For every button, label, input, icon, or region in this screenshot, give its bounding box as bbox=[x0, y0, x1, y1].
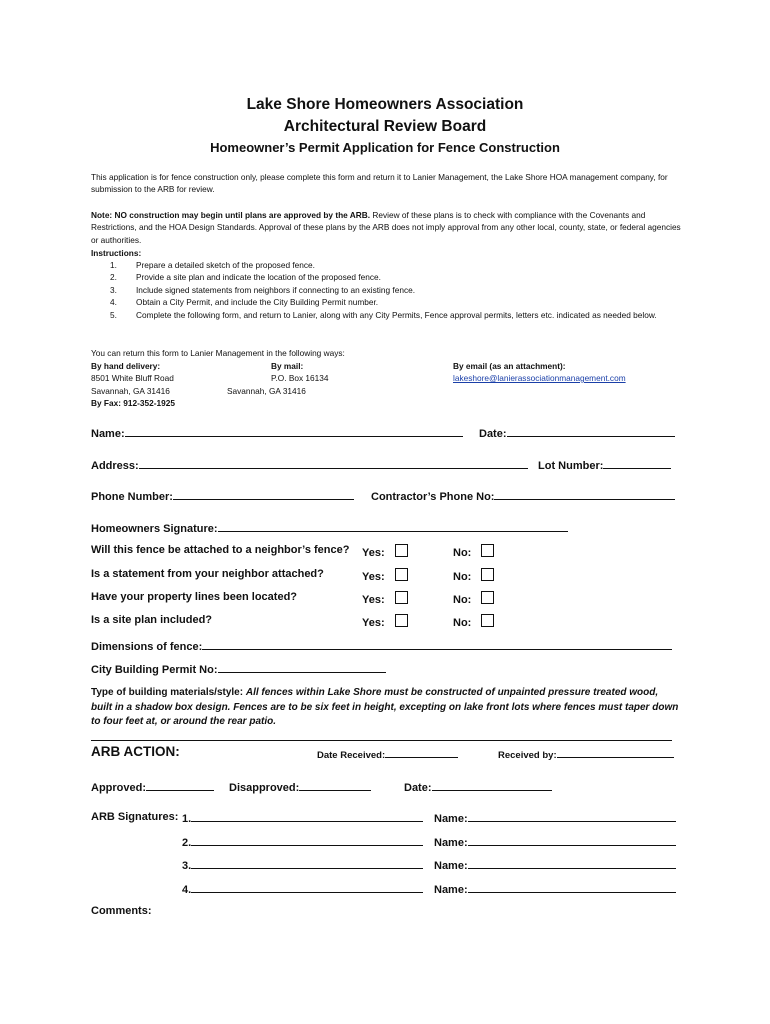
address-line[interactable] bbox=[139, 458, 528, 469]
yes-checkbox[interactable] bbox=[395, 568, 408, 581]
no-option[interactable]: No: bbox=[453, 568, 494, 583]
approved-field[interactable]: Approved: bbox=[91, 780, 214, 794]
arb-date-field[interactable]: Date: bbox=[404, 780, 552, 794]
instruction-item: 1. Prepare a detailed sketch of the proposed fence. bbox=[110, 260, 315, 270]
no-option[interactable]: No: bbox=[453, 544, 494, 559]
lot-number-field[interactable]: Lot Number: bbox=[538, 458, 671, 472]
yes-checkbox[interactable] bbox=[395, 544, 408, 557]
arb-name-field[interactable]: Name: bbox=[434, 811, 676, 825]
arb-name-field[interactable]: Name: bbox=[434, 835, 676, 849]
contractor-phone-line[interactable] bbox=[494, 489, 675, 500]
yes-option[interactable]: Yes: bbox=[362, 544, 408, 559]
yes-checkbox[interactable] bbox=[395, 614, 408, 627]
signature-line[interactable] bbox=[218, 521, 568, 532]
name-field[interactable]: Name: bbox=[91, 426, 463, 440]
arb-signature-line[interactable] bbox=[191, 882, 423, 893]
email-link[interactable]: lakeshore@lanierassociationmanagement.com bbox=[453, 373, 626, 383]
arb-name-field[interactable]: Name: bbox=[434, 882, 676, 896]
arb-name-line[interactable] bbox=[468, 882, 676, 893]
instruction-item: 5. Complete the following form, and return to Lanier, along with any City Permits, Fence approval permits, letters etc. indicated as needed below. bbox=[110, 310, 657, 320]
no-checkbox[interactable] bbox=[481, 568, 494, 581]
instruction-item: 3. Include signed statements from neighbors if connecting to an existing fence. bbox=[110, 285, 416, 295]
instructions-heading: Instructions: bbox=[91, 248, 142, 258]
city-permit-field[interactable]: City Building Permit No: bbox=[91, 662, 386, 676]
mail-label: By mail: bbox=[271, 361, 304, 371]
arb-signatures-label: ARB Signatures: bbox=[91, 811, 179, 823]
note-bold: Note: NO construction may begin until plans are approved by the ARB. bbox=[91, 210, 371, 220]
arb-name-line[interactable] bbox=[468, 858, 676, 869]
date-received-line[interactable] bbox=[385, 747, 458, 758]
arb-signature-field[interactable]: 2. bbox=[182, 835, 423, 849]
intro-text: This application is for fence construction only, please complete this form and return it to Lanier Management, the Lake Shore HOA management company, for submission to the ARB for review. bbox=[91, 172, 668, 195]
divider bbox=[91, 740, 672, 741]
hand-address-line2: Savannah, GA 31416 bbox=[91, 386, 170, 396]
note-body: Review of these plans is to check with compliance with the Covenants and Restrictions, and the HOA Design Standards. Approval of these plans by the ARB does not imply approval from any other local, county, state, or federal agencies or authorities. bbox=[91, 210, 681, 245]
received-by-line[interactable] bbox=[557, 747, 674, 758]
arb-name-line[interactable] bbox=[468, 811, 676, 822]
yes-checkbox[interactable] bbox=[395, 591, 408, 604]
fax-number: By Fax: 912-352-1925 bbox=[91, 398, 175, 408]
mail-line1: P.O. Box 16134 bbox=[271, 373, 329, 383]
question-text: Is a statement from your neighbor attached? bbox=[91, 568, 324, 580]
materials-label: Type of building materials/style: bbox=[91, 687, 244, 698]
return-intro: You can return this form to Lanier Management in the following ways: bbox=[91, 348, 345, 358]
dimensions-field[interactable]: Dimensions of fence: bbox=[91, 639, 672, 653]
signature-field[interactable]: Homeowners Signature: bbox=[91, 521, 568, 535]
question-text: Will this fence be attached to a neighbor’s fence? bbox=[91, 544, 350, 556]
note-text bbox=[91, 209, 681, 246]
board-title: Architectural Review Board bbox=[283, 118, 487, 135]
disapproved-line[interactable] bbox=[299, 780, 371, 791]
arb-signature-field[interactable]: 3. bbox=[182, 858, 423, 872]
arb-action-heading: ARB ACTION: bbox=[91, 744, 180, 759]
email-label: By email (as an attachment): bbox=[453, 361, 566, 371]
no-option[interactable]: No: bbox=[453, 591, 494, 606]
arb-signature-line[interactable] bbox=[191, 858, 423, 869]
approved-line[interactable] bbox=[146, 780, 214, 791]
date-received-field[interactable]: Date Received: bbox=[317, 747, 458, 761]
arb-signature-line[interactable] bbox=[191, 811, 423, 822]
no-checkbox[interactable] bbox=[481, 591, 494, 604]
phone-line[interactable] bbox=[173, 489, 354, 500]
yes-option[interactable]: Yes: bbox=[362, 591, 408, 606]
question-text: Is a site plan included? bbox=[91, 614, 213, 626]
org-title: Lake Shore Homeowners Association bbox=[246, 96, 524, 113]
instruction-item: 2. Provide a site plan and indicate the location of the proposed fence. bbox=[110, 272, 381, 282]
date-field[interactable]: Date: bbox=[479, 426, 675, 440]
yes-option[interactable]: Yes: bbox=[362, 568, 408, 583]
arb-date-line[interactable] bbox=[432, 780, 552, 791]
hand-address-line1: 8501 White Bluff Road bbox=[91, 373, 174, 383]
dimensions-line[interactable] bbox=[202, 639, 672, 650]
city-permit-line[interactable] bbox=[218, 662, 386, 673]
lot-number-line[interactable] bbox=[603, 458, 671, 469]
materials-text bbox=[91, 686, 681, 730]
contractor-phone-field[interactable]: Contractor’s Phone No: bbox=[371, 489, 675, 503]
no-checkbox[interactable] bbox=[481, 614, 494, 627]
no-option[interactable]: No: bbox=[453, 614, 494, 629]
received-by-field[interactable]: Received by: bbox=[498, 747, 674, 761]
arb-signature-line[interactable] bbox=[191, 835, 423, 846]
arb-name-line[interactable] bbox=[468, 835, 676, 846]
yes-option[interactable]: Yes: bbox=[362, 614, 408, 629]
disapproved-field[interactable]: Disapproved: bbox=[229, 780, 371, 794]
instruction-item: 4. Obtain a City Permit, and include the City Building Permit number. bbox=[110, 297, 379, 307]
date-line[interactable] bbox=[507, 426, 675, 437]
name-line[interactable] bbox=[125, 426, 463, 437]
address-field[interactable]: Address: bbox=[91, 458, 528, 472]
comments-label: Comments: bbox=[91, 905, 152, 917]
question-text: Have your property lines been located? bbox=[91, 591, 298, 603]
phone-field[interactable]: Phone Number: bbox=[91, 489, 354, 503]
arb-name-field[interactable]: Name: bbox=[434, 858, 676, 872]
mail-line2: Savannah, GA 31416 bbox=[227, 386, 306, 396]
hand-delivery-label: By hand delivery: bbox=[91, 361, 161, 371]
no-checkbox[interactable] bbox=[481, 544, 494, 557]
arb-signature-field[interactable]: 4. bbox=[182, 882, 423, 896]
materials-note: All fences within Lake Shore must be constructed of unpainted pressure treated wood, built in a shadow box design. Fences are to be six feet in height, excepting on lake front lots where fences must taper down to four feet at, or around the rear patio. bbox=[91, 687, 679, 727]
form-title: Homeowner’s Permit Application for Fence Construction bbox=[210, 140, 560, 155]
arb-signature-field[interactable]: 1. bbox=[182, 811, 423, 825]
